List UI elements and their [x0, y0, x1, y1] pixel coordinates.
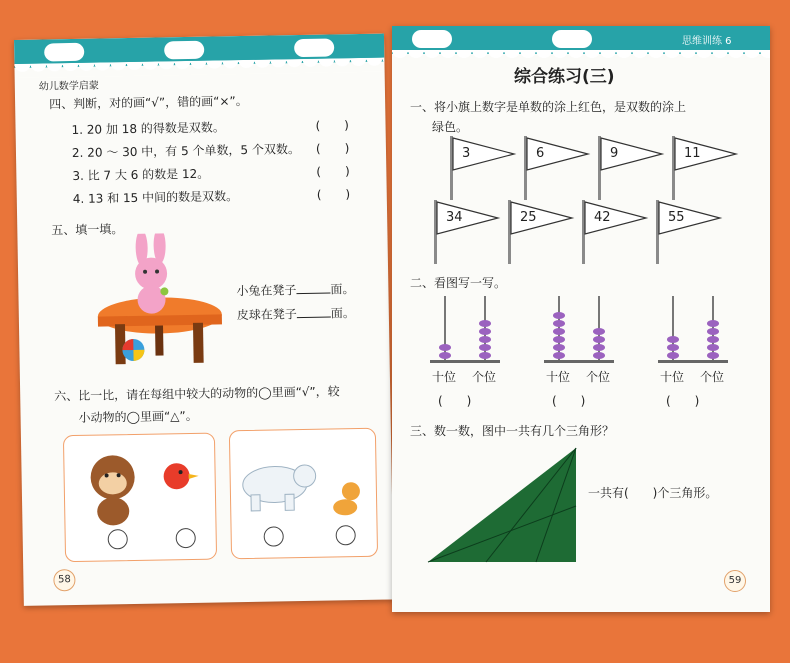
cat-icon — [327, 479, 370, 520]
page-number: 59 — [724, 570, 746, 592]
blank-field[interactable] — [297, 307, 331, 319]
answer-circle[interactable] — [108, 529, 128, 549]
abacus-bead — [593, 344, 605, 351]
flag-number: 34 — [446, 210, 463, 225]
flag[interactable] — [670, 136, 740, 200]
abacus-bead — [553, 352, 565, 359]
flag[interactable] — [654, 200, 724, 264]
section6-title-2: 小动物的◯里画“△”。 — [78, 408, 198, 425]
abacus-bead — [553, 328, 565, 335]
abacus-bead — [553, 312, 565, 319]
flag[interactable] — [432, 200, 502, 264]
cloud-icon — [552, 30, 592, 48]
cloud-icon — [294, 38, 334, 57]
section4-item-4: 4. 13 和 15 中间的数是双数。 — [72, 189, 239, 206]
answer-paren[interactable]: ( ) — [316, 187, 351, 202]
abacus-bead — [479, 352, 491, 359]
place-value-label: 十位 — [660, 370, 685, 384]
section4-item-3: 3. 比 7 大 6 的数是 12。 — [72, 166, 210, 184]
place-value-label: 十位 — [432, 370, 457, 384]
cloud-icon — [164, 41, 204, 60]
answer-paren[interactable]: ( ) — [316, 164, 350, 179]
abacus-bead — [707, 328, 719, 335]
flag-number: 6 — [536, 146, 545, 161]
abacus-bead — [553, 336, 565, 343]
abacus — [658, 296, 738, 406]
answer-paren[interactable]: ( ) — [315, 141, 350, 156]
triangle-figure — [426, 446, 586, 566]
flag-number: 55 — [668, 210, 685, 225]
place-value-label: 十位 — [546, 370, 571, 384]
abacus-bead — [707, 344, 719, 351]
flag[interactable] — [448, 136, 518, 200]
answer-circle[interactable] — [264, 526, 284, 546]
monkey-icon — [72, 447, 153, 528]
answer-paren[interactable]: ( ) — [666, 394, 700, 408]
flag[interactable] — [522, 136, 592, 200]
abacus-bead — [439, 352, 451, 359]
section4-item-2: 2. 20 ～ 30 中，有 5 个单数，5 个双数。 — [71, 142, 301, 161]
place-value-label: 个位 — [700, 370, 725, 384]
section6-title-1: 六、比一比，请在每组中较大的动物的◯里画“√”，较 — [54, 384, 340, 404]
flag-number: 9 — [610, 146, 619, 161]
answer-circle[interactable] — [176, 528, 196, 548]
right-page — [392, 26, 770, 612]
abacus-bead — [439, 344, 451, 351]
answer-paren[interactable]: ( ) — [438, 394, 472, 408]
flag[interactable] — [506, 200, 576, 264]
abacus-bead — [667, 352, 679, 359]
right-header: 思维训练 6 — [682, 36, 732, 47]
stool-line-2: 皮球在凳子 面。 — [236, 306, 355, 323]
flag[interactable] — [580, 200, 650, 264]
abacus — [544, 296, 624, 406]
abacus-bead — [479, 328, 491, 335]
rabbit-on-stool-illustration — [83, 232, 235, 375]
flag-number: 11 — [684, 146, 701, 161]
abacus-base — [544, 360, 614, 363]
ball-icon — [119, 336, 150, 367]
flag-number: 3 — [462, 146, 471, 161]
monkey-bird-card — [63, 433, 217, 563]
left-header: 幼儿数学启蒙 — [38, 80, 99, 93]
abacus-bead — [667, 344, 679, 351]
abacus-bead — [593, 352, 605, 359]
q1-text-1: 一、将小旗上数字是单数的涂上红色，是双数的涂上 — [410, 100, 687, 114]
blank-field[interactable] — [296, 283, 330, 295]
q2-title: 二、看图写一写。 — [410, 276, 507, 290]
left-page — [14, 34, 394, 606]
abacus-base — [430, 360, 500, 363]
stool-line-1: 小兔在凳子 面。 — [236, 282, 355, 299]
place-value-label: 个位 — [586, 370, 611, 384]
abacus-bead — [593, 336, 605, 343]
q3-answer: 一共有( )个三角形。 — [588, 486, 718, 500]
abacus-bead — [553, 344, 565, 351]
section4-title: 四、判断，对的画“√”，错的画“×”。 — [49, 93, 248, 112]
answer-paren[interactable]: ( ) — [315, 118, 350, 133]
section4-item-1: 1. 20 加 18 的得数是双数。 — [71, 120, 225, 138]
exercise-title: 综合练习(三) — [514, 67, 615, 87]
abacus — [430, 296, 510, 406]
flag-number: 42 — [594, 210, 611, 225]
q1-text-2: 绿色。 — [432, 120, 469, 134]
abacus-base — [658, 360, 728, 363]
abacus-bead — [707, 336, 719, 343]
bear-cat-card — [229, 428, 378, 560]
cloud-icon — [412, 30, 452, 48]
abacus-bead — [479, 336, 491, 343]
abacus-bead — [553, 320, 565, 327]
q3-title: 三、数一数，图中一共有几个三角形？ — [410, 424, 615, 438]
abacus-bead — [479, 344, 491, 351]
answer-circle[interactable] — [336, 525, 356, 545]
flag-number: 25 — [520, 210, 537, 225]
section5-title: 五、填一填。 — [51, 222, 124, 238]
cloud-icon — [44, 43, 84, 62]
abacus-bead — [479, 320, 491, 327]
place-value-label: 个位 — [472, 370, 497, 384]
abacus-bead — [593, 328, 605, 335]
bird-icon — [156, 454, 201, 499]
abacus-bead — [707, 352, 719, 359]
abacus-bead — [707, 320, 719, 327]
page-number: 58 — [53, 569, 75, 591]
answer-paren[interactable]: ( ) — [552, 394, 586, 408]
flag[interactable] — [596, 136, 666, 200]
abacus-bead — [667, 336, 679, 343]
polar-bear-icon — [234, 454, 321, 515]
